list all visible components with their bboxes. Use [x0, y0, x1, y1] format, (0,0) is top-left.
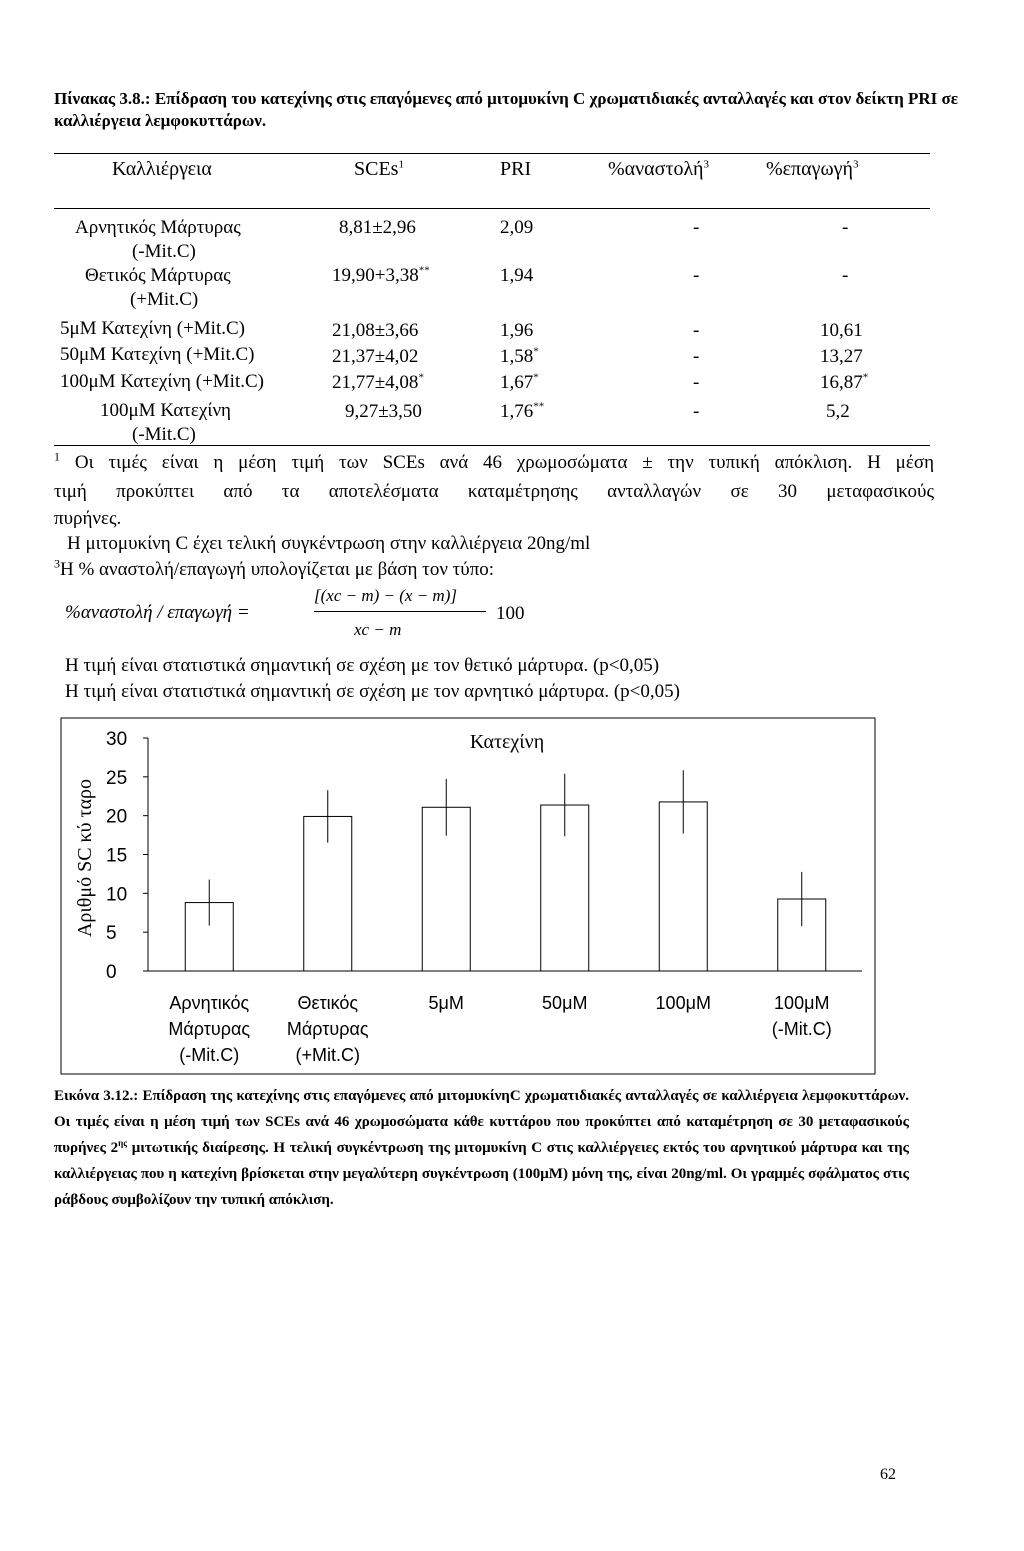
table-caption: Πίνακας 3.8.: Επίδραση του κατεχίνης στις επαγόμενες από μιτομυκίνη C χρωματιδιακές ανταλλαγές και στον δείκτη PRI σε καλλιέργεια λεμφοκυττάρων. — [54, 89, 959, 130]
y-tick-label: 15 — [106, 845, 128, 867]
chart-title: Κατεχίνη — [469, 731, 545, 753]
formula-numerator: [(xc − m) − (x − m)] — [314, 586, 457, 605]
sces-cell: 21,37±4,02 — [332, 346, 419, 367]
formula-multiplier: 100 — [496, 603, 525, 624]
pri-cell: 2,09 — [500, 217, 534, 238]
footnote-3: $^3$Η % αναστολή/επαγωγή υπολογίζεται με βάση τον τύπο: — [54, 556, 495, 580]
inhibition-cell: - — [693, 372, 700, 393]
formula-lhs: %αναστολή / επαγωγή = — [65, 602, 250, 623]
y-tick-label: 20 — [106, 806, 128, 828]
pri-cell: 1,96 — [500, 320, 534, 341]
y-tick-label: 0 — [106, 962, 117, 983]
culture-cell: 100μΜ Κατεχίνη (+Mit.C) — [60, 371, 264, 392]
x-tick-label: Μάρτυρας — [286, 1019, 369, 1039]
culture-cell-line2: (-Mit.C) — [132, 424, 196, 445]
inhibition-cell: - — [693, 401, 700, 422]
x-tick-label: 5μΜ — [428, 993, 464, 1013]
sces-cell: 9,27±3,50 — [345, 401, 422, 422]
header-culture: Καλλιέργεια — [112, 158, 212, 180]
culture-cell: Θετικός Μάρτυρας — [85, 265, 231, 286]
inhibition-cell: - — [693, 217, 700, 238]
header-sces: SCEs$^1$ — [354, 158, 404, 180]
header-pri: PRI — [500, 158, 532, 180]
pri-cell: 1,67* — [500, 371, 539, 393]
y-tick-label: 30 — [106, 729, 128, 750]
footnote-1-line1: $^1$ Οι τιμές είναι η μέση τιμή των SCEs ανά 46 χρωμοσώματα ± την τυπική απόκλιση. Η μέση — [54, 449, 935, 473]
sces-cell: 19,90+3,38** — [332, 264, 430, 286]
sces-cell: 21,08±3,66 — [332, 320, 419, 341]
induction-cell: 16,87* — [820, 371, 869, 393]
y-axis-label: Αριθμό SC κύ ταρο — [74, 778, 96, 938]
pri-cell: 1,58* — [500, 345, 539, 367]
culture-cell: 100μΜ Κατεχίνη — [100, 400, 231, 421]
induction-cell: - — [842, 217, 849, 238]
x-tick-label: Θετικός — [297, 993, 359, 1013]
x-tick-label: 100μΜ — [774, 993, 830, 1013]
inhibition-cell: - — [693, 320, 700, 341]
footnote-2: Η μιτομυκίνη C έχει τελική συγκέντρωση στην καλλιέργεια 20ng/ml — [67, 533, 591, 554]
induction-cell: 13,27 — [820, 346, 863, 367]
culture-cell: 50μΜ Κατεχίνη (+Mit.C) — [60, 344, 255, 365]
x-tick-label: 100μΜ — [655, 993, 711, 1013]
figure-caption: Εικόνα 3.12.: Επίδραση της κατεχίνης στις επαγόμενες από μιτομυκίνηC χρωματιδιακές ανταλλαγές σε καλλιέργεια λεμφοκυττάρων. Οι τιμές είναι η μέση τιμή των SCEs ανά 46 χρωμοσώματα κάθε κυττάρου που προκύπτει από καταμέτρηση σε 30 μεταφασικούς πυρήνες $2^{\eta\varsigma}$ μιτωτικής διαίρεσης. Η τελική συγκέντρωση της μιτομυκίνη C στις καλλιέργειες εκτός του αρνητικού μάρτυρα και της καλλιέργειας που η κατεχίνη βρίσκεται στην μεγαλύτερη συγκέντρωση (100μΜ) μόνη της, είναι 20ng/ml. Οι γραμμές σφάλματος στις ράβδους συμβολίζουν την τυπική απόκλιση. — [54, 1088, 909, 1208]
sces-cell: 21,77±4,08* — [332, 371, 424, 393]
y-tick-label: 10 — [106, 884, 128, 906]
x-tick-label: 50μΜ — [542, 993, 588, 1013]
x-tick-label: Αρνητικός — [169, 993, 250, 1013]
induction-cell: 5,2 — [826, 401, 850, 422]
x-tick-label: (+Mit.C) — [295, 1045, 360, 1065]
y-tick-label: 5 — [106, 923, 117, 945]
culture-cell-line2: (+Mit.C) — [130, 289, 199, 310]
culture-cell: Αρνητικός Μάρτυρας — [75, 217, 241, 238]
header-induction: %επαγωγή$^3$ — [766, 158, 859, 180]
header-inhibition: %αναστολή$^3$ — [608, 158, 709, 180]
significance-note-positive: Η τιμή είναι στατιστικά σημαντική σε σχέση με τον θετικό μάρτυρα. (p<0,05) — [65, 655, 660, 676]
inhibition-cell: - — [693, 346, 700, 367]
x-tick-label: (-Mit.C) — [179, 1045, 240, 1065]
pri-cell: 1,76** — [500, 400, 545, 422]
formula-denominator: xc − m — [354, 620, 402, 639]
page-number: 62 — [880, 1466, 896, 1483]
inhibition-cell: - — [693, 265, 700, 286]
footnote-1-line3: πυρήνες. — [54, 508, 122, 529]
sces-cell: 8,81±2,96 — [339, 217, 416, 238]
induction-cell: 10,61 — [820, 320, 863, 341]
x-tick-label: Μάρτυρας — [168, 1019, 251, 1039]
y-tick-label: 25 — [106, 767, 128, 789]
x-tick-label: (-Mit.C) — [771, 1019, 832, 1039]
footnote-1-line2: τιμή προκύπτει από τα αποτελέσματα καταμέτρησης ανταλλαγών σε 30 μεταφασικούς — [54, 481, 934, 502]
significance-note-negative: Η τιμή είναι στατιστικά σημαντική σε σχέση με τον αρνητικό μάρτυρα. (p<0,05) — [65, 681, 680, 702]
culture-cell-line2: (-Mit.C) — [132, 241, 196, 262]
pri-cell: 1,94 — [500, 265, 534, 286]
culture-cell: 5μΜ Κατεχίνη (+Mit.C) — [60, 318, 245, 339]
induction-cell: - — [842, 265, 849, 286]
